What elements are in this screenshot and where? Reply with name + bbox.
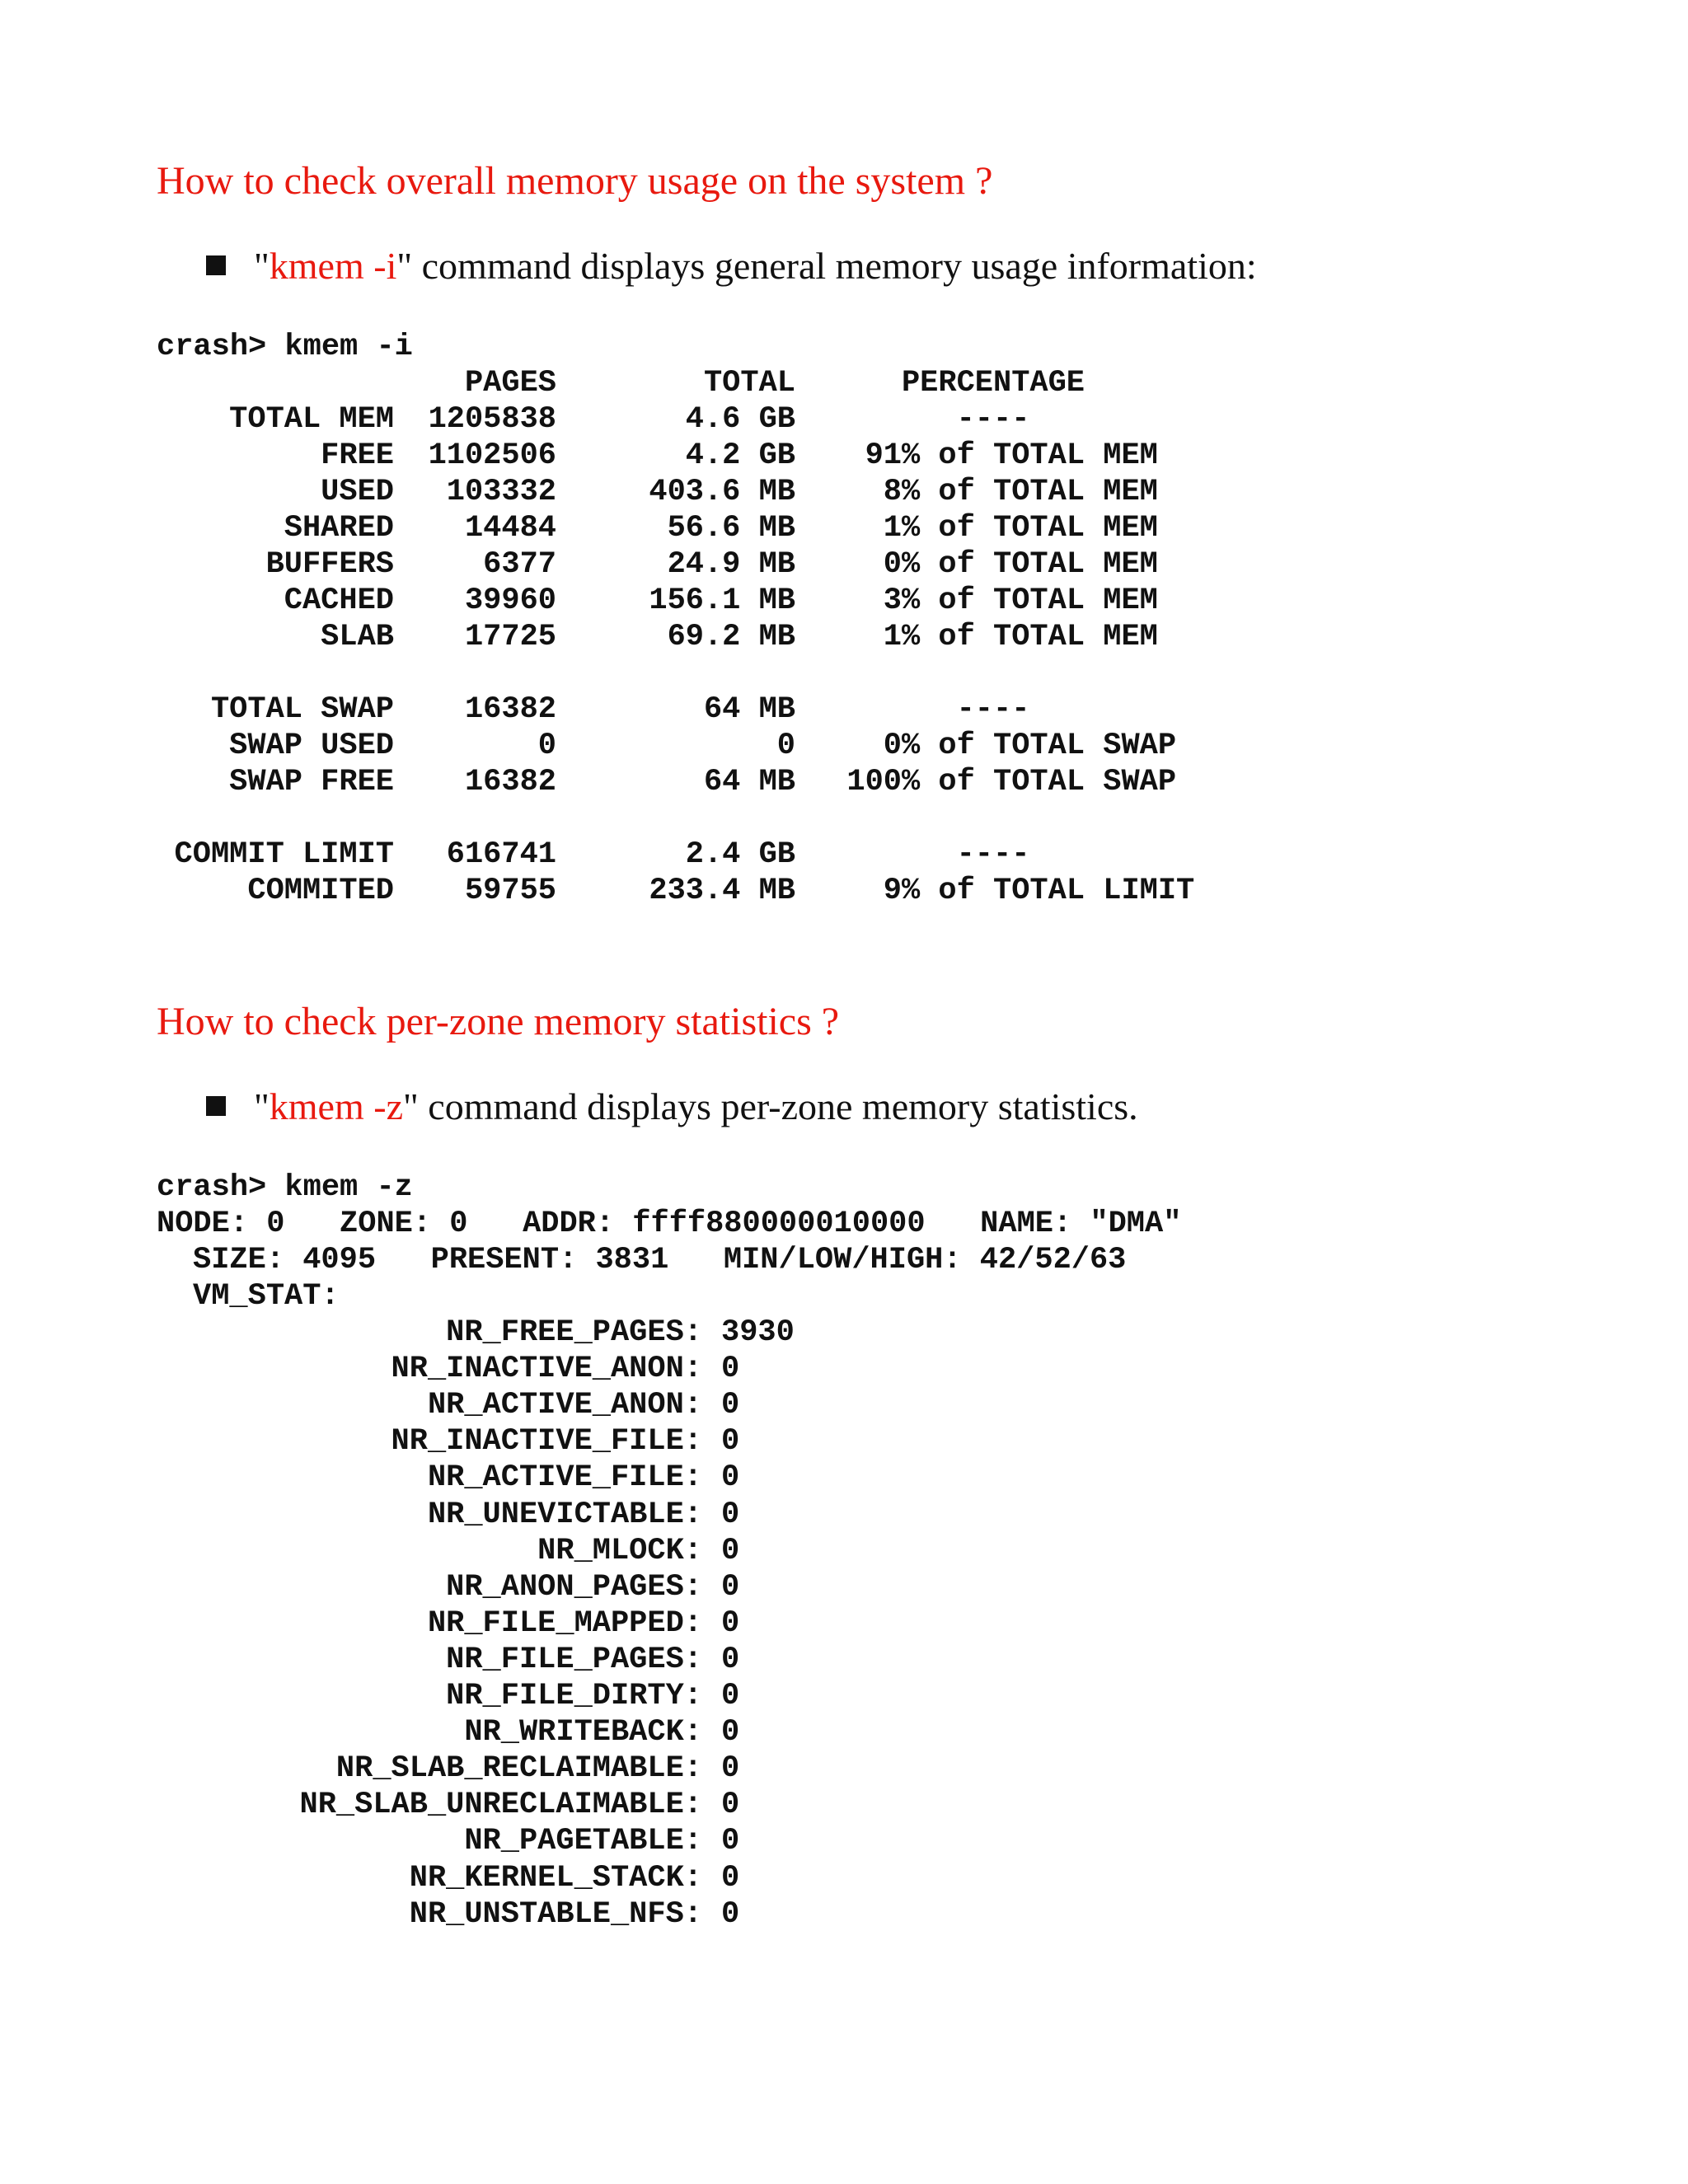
- section-title-per-zone: How to check per-zone memory statistics ?: [157, 1000, 840, 1043]
- vm-stat-row: [0, 1460, 1688, 1499]
- row-label: SWAP FREE: [229, 765, 394, 799]
- vm-stat-key: NR_ACTIVE_ANON:: [427, 1388, 702, 1422]
- row-pages: 17725: [464, 620, 556, 654]
- vm-stat-key: NR_SLAB_UNRECLAIMABLE:: [299, 1788, 702, 1822]
- row-total: 69.2 MB: [667, 620, 795, 654]
- row-percentage: ----: [956, 692, 1030, 727]
- open-quote: ": [254, 1085, 270, 1127]
- vm-stat-value: 0: [721, 1824, 740, 1858]
- vm-stat-value: 0: [721, 1424, 740, 1459]
- table-row: [0, 402, 1688, 441]
- row-percentage: 0% of TOTAL SWAP: [883, 729, 1177, 763]
- row-total: 64 MB: [703, 692, 795, 727]
- row-total: 64 MB: [703, 765, 795, 799]
- row-label: FREE: [321, 438, 394, 473]
- header-total: TOTAL: [703, 366, 795, 401]
- row-pages: 16382: [464, 765, 556, 799]
- row-total: 4.6 GB: [685, 402, 795, 437]
- vm-stat-row: [0, 1790, 1688, 1826]
- row-pages: 1205838: [428, 402, 556, 437]
- prompt-kmem-z: crash> kmem -z: [157, 1170, 413, 1205]
- row-pages: 616741: [446, 837, 556, 872]
- row-pages: 6377: [483, 547, 556, 582]
- command-kmem-z: kmem -z: [269, 1085, 403, 1127]
- vm-stat-key: NR_FILE_DIRTY:: [446, 1679, 702, 1713]
- bullet-description: command displays general memory usage information:: [412, 245, 1257, 287]
- row-label: TOTAL SWAP: [210, 692, 394, 727]
- vm-stat-key: NR_MLOCK:: [537, 1534, 702, 1568]
- row-total: 2.4 GB: [685, 837, 795, 872]
- bullet-kmem-i: [206, 247, 1257, 285]
- row-percentage: 1% of TOTAL MEM: [883, 511, 1158, 546]
- vm-stat-row: [0, 1424, 1688, 1463]
- vm-stat-key: NR_UNEVICTABLE:: [427, 1497, 702, 1532]
- row-label: SLAB: [321, 620, 394, 654]
- vm-stat-row: [0, 1897, 1688, 1936]
- bullet-square-icon: [206, 255, 226, 275]
- row-pages: 1102506: [428, 438, 556, 473]
- row-pages: 103332: [446, 475, 556, 509]
- open-quote: ": [254, 245, 270, 287]
- vm-stat-key: NR_PAGETABLE:: [464, 1824, 702, 1858]
- row-percentage: 8% of TOTAL MEM: [883, 475, 1158, 509]
- vm-stat-key: NR_SLAB_RECLAIMABLE:: [335, 1751, 702, 1786]
- row-pages: 14484: [464, 511, 556, 546]
- vm-stat-value: 0: [721, 1751, 740, 1786]
- row-percentage: 9% of TOTAL LIMIT: [883, 874, 1195, 908]
- row-pages: 59755: [464, 874, 556, 908]
- vm-stat-key: NR_WRITEBACK:: [464, 1715, 702, 1750]
- row-total: 4.2 GB: [685, 438, 795, 473]
- vm-stat-key: NR_UNSTABLE_NFS:: [409, 1897, 702, 1932]
- vm-stat-value: 0: [721, 1788, 740, 1822]
- zone-size-line: SIZE: 4095 PRESENT: 3831 MIN/LOW/HIGH: 42/52/63: [193, 1243, 1127, 1277]
- vm-stat-value: 0: [721, 1388, 740, 1422]
- vm-stat-row: [0, 1751, 1688, 1790]
- row-label: TOTAL MEM: [229, 402, 394, 437]
- close-quote: ": [403, 1085, 419, 1127]
- vm-stat-key: NR_KERNEL_STACK:: [409, 1861, 702, 1896]
- row-percentage: ----: [956, 837, 1030, 872]
- bullet-kmem-z: [206, 1085, 1138, 1127]
- vm-stat-row: [0, 1315, 1688, 1354]
- vm-stat-value: 0: [721, 1897, 740, 1932]
- table-row: [0, 438, 1688, 477]
- vm-stat-value: 0: [721, 1643, 740, 1677]
- vm-stat-row: [0, 1536, 1688, 1572]
- table-header-row: [0, 368, 1688, 405]
- table-row: [0, 513, 1688, 550]
- row-total: 24.9 MB: [667, 547, 795, 582]
- header-pages: PAGES: [464, 366, 556, 401]
- vm-stat-value: 0: [721, 1570, 740, 1605]
- table-row: [0, 477, 1688, 513]
- row-label: CACHED: [284, 583, 394, 618]
- command-kmem-i: kmem -i: [269, 245, 397, 287]
- table-row: [0, 731, 1688, 767]
- row-percentage: 3% of TOTAL MEM: [883, 583, 1158, 618]
- vm-stat-row: [0, 1572, 1688, 1609]
- vm-stat-key: NR_ANON_PAGES:: [446, 1570, 702, 1605]
- row-total: 233.4 MB: [649, 874, 795, 908]
- vm-stat-row: [0, 1606, 1688, 1645]
- row-percentage: 100% of TOTAL SWAP: [846, 765, 1177, 799]
- vm-stat-value: 0: [721, 1606, 740, 1641]
- vm-stat-key: NR_ACTIVE_FILE:: [427, 1460, 702, 1495]
- bullet-description: command displays per-zone memory statistics.: [418, 1085, 1138, 1127]
- vm-stat-value: 0: [721, 1460, 740, 1495]
- row-label: USED: [321, 475, 394, 509]
- vm-stat-row: [0, 1863, 1688, 1900]
- row-percentage: ----: [956, 402, 1030, 437]
- vm-stat-value: 3930: [721, 1315, 795, 1350]
- vm-stat-key: NR_INACTIVE_FILE:: [391, 1424, 702, 1459]
- table-row: [0, 837, 1688, 876]
- row-label: SWAP USED: [229, 729, 394, 763]
- close-quote: ": [396, 245, 413, 287]
- vm-stat-value: 0: [721, 1534, 740, 1568]
- row-percentage: 0% of TOTAL MEM: [883, 547, 1158, 582]
- section-title-memory-usage: How to check overall memory usage on the system ?: [157, 159, 993, 203]
- header-percentage: PERCENTAGE: [901, 366, 1085, 401]
- vm-stat-row: [0, 1715, 1688, 1754]
- row-total: 403.6 MB: [649, 475, 795, 509]
- row-label: BUFFERS: [265, 547, 394, 582]
- vm-stat-key: NR_INACTIVE_ANON:: [391, 1352, 702, 1386]
- vm-stat-value: 0: [721, 1497, 740, 1532]
- vm-stat-label: VM_STAT:: [193, 1279, 340, 1314]
- vm-stat-value: 0: [721, 1715, 740, 1750]
- vm-stat-value: 0: [721, 1861, 740, 1896]
- vm-stat-key: NR_FREE_PAGES:: [446, 1315, 702, 1350]
- bullet-square-icon: [206, 1096, 226, 1116]
- vm-stat-row: [0, 1645, 1688, 1681]
- vm-stat-row: [0, 1354, 1688, 1390]
- table-row: [0, 692, 1688, 731]
- row-total: 156.1 MB: [649, 583, 795, 618]
- table-row: [0, 876, 1688, 912]
- vm-stat-key: NR_FILE_MAPPED:: [427, 1606, 702, 1641]
- vm-stat-value: 0: [721, 1679, 740, 1713]
- vm-stat-row: [0, 1681, 1688, 1718]
- row-percentage: 91% of TOTAL MEM: [865, 438, 1158, 473]
- table-row: [0, 767, 1688, 804]
- row-total: 56.6 MB: [667, 511, 795, 546]
- row-pages: 39960: [464, 583, 556, 618]
- row-pages: 16382: [464, 692, 556, 727]
- row-label: COMMITED: [247, 874, 394, 908]
- vm-stat-row: [0, 1826, 1688, 1863]
- row-percentage: 1% of TOTAL MEM: [883, 620, 1158, 654]
- table-row: [0, 583, 1688, 622]
- row-label: SHARED: [284, 511, 394, 546]
- row-total: 0: [776, 729, 795, 763]
- zone-info-line: NODE: 0 ZONE: 0 ADDR: ffff880000010000 NAME: "DMA": [157, 1207, 1182, 1241]
- table-row: [0, 622, 1688, 658]
- table-row: [0, 547, 1688, 586]
- row-pages: 0: [537, 729, 556, 763]
- row-label: COMMIT LIMIT: [174, 837, 394, 872]
- vm-stat-key: NR_FILE_PAGES:: [446, 1643, 702, 1677]
- prompt-kmem-i: crash> kmem -i: [157, 330, 413, 364]
- vm-stat-row: [0, 1390, 1688, 1427]
- vm-stat-value: 0: [721, 1352, 740, 1386]
- vm-stat-row: [0, 1497, 1688, 1536]
